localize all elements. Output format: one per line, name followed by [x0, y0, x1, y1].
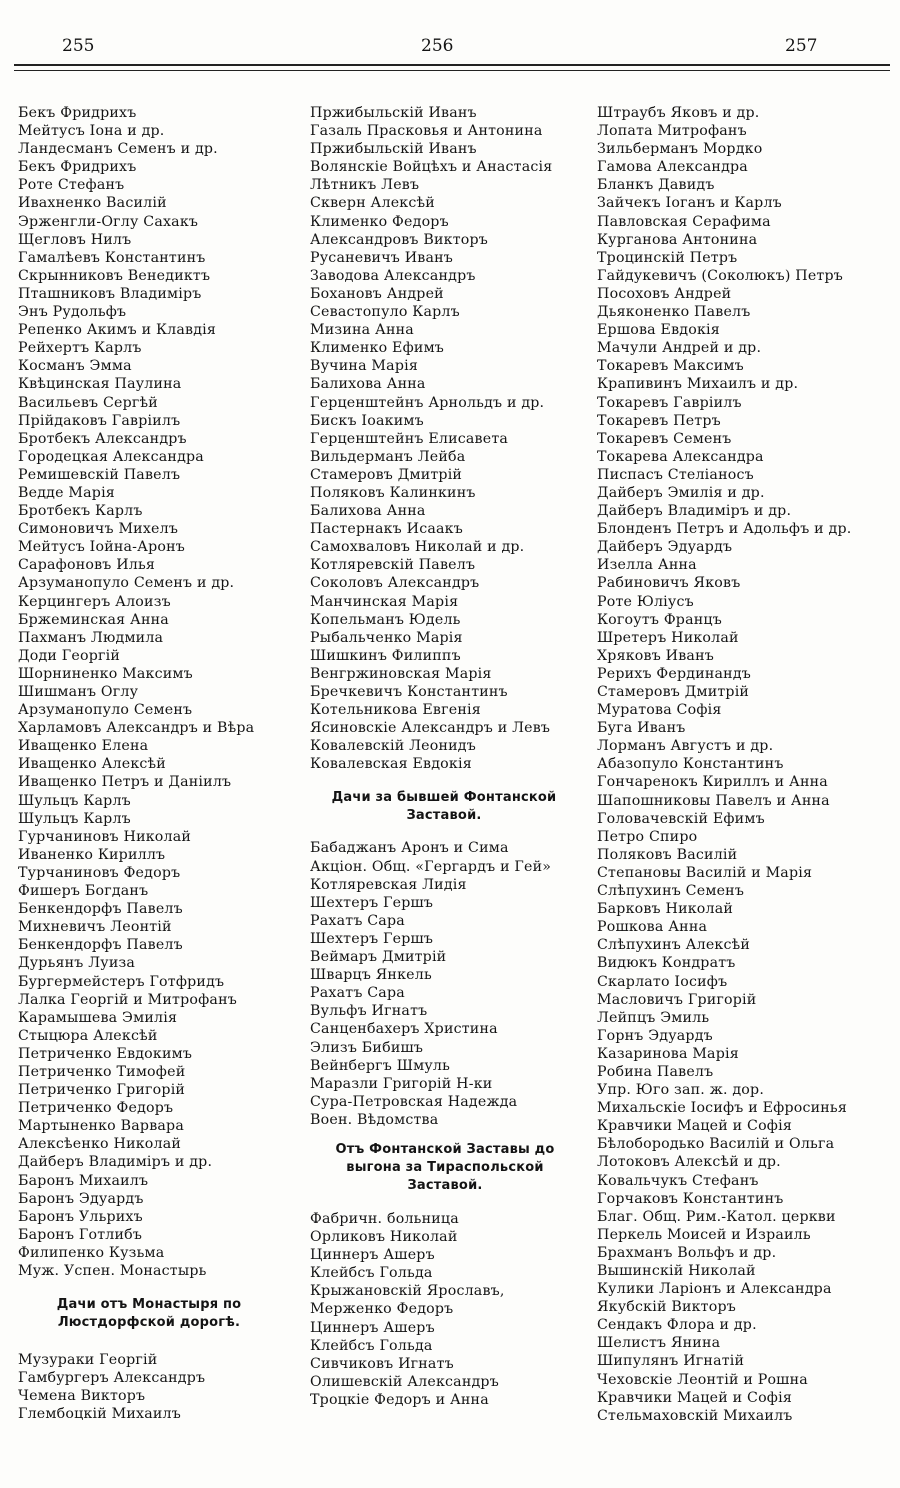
owner-entry: Дурьянъ Луиза — [18, 955, 136, 972]
owner-entry: Симоновичъ Михелъ — [18, 521, 179, 538]
owner-entry: Бохановъ Андрей — [310, 285, 444, 302]
owner-entry: Рахатъ Сара — [310, 912, 405, 929]
owner-entry: Прiйдаковъ Гаврiилъ — [18, 412, 181, 429]
owner-entry: Стыцюра Алексѣй — [18, 1027, 158, 1044]
owner-entry: Роте Юлiусъ — [597, 593, 694, 610]
owner-entry: Балихова Анна — [310, 503, 426, 520]
owner-entry: Вышинскiй Николай — [597, 1263, 756, 1279]
owner-entry: Арзуманопуло Семенъ — [18, 702, 193, 719]
section-gap — [18, 1332, 290, 1351]
owner-entry: Мейтусъ Iойна-Аронъ — [18, 539, 186, 556]
owner-entry: Токарева Александра — [597, 448, 764, 465]
owner-entry: Харламовъ Александръ и Вѣра — [18, 720, 255, 737]
owner-entry: Шехтеръ Гершъ — [310, 930, 434, 947]
owner-entry: Пахманъ Людмила — [18, 629, 164, 646]
section-gap — [18, 1280, 290, 1296]
owner-entry: Бѣлобородько Василiй и Ольга — [597, 1136, 835, 1153]
owner-entry: Клейбсъ Гольда — [310, 1265, 433, 1282]
owner-entry: Квѣцинская Паулина — [18, 376, 182, 393]
owner-entry: Ясиновскiе Александръ и Левъ — [310, 720, 551, 737]
owner-entry: Сарафоновъ Илья — [18, 557, 156, 574]
owner-entry: Бекъ Фридрихъ — [18, 159, 137, 176]
column-left — [18, 104, 290, 1423]
owner-entry: Заводова Александръ — [310, 267, 476, 284]
owner-entry: Баронъ Эдуардъ — [18, 1190, 144, 1207]
owner-entry: Васильевъ Сергѣй — [18, 394, 158, 411]
owner-entry: Петриченко Григорiй — [18, 1082, 186, 1099]
owner-entry: Гамова Александра — [597, 159, 748, 176]
owner-entry: Александровъ Викторъ — [310, 231, 489, 248]
owner-entry: Рерихъ Фердинандъ — [597, 665, 751, 682]
owner-entry: Шапошниковы Павелъ и Анна — [597, 792, 830, 809]
owner-entry: Токаревъ Петръ — [597, 412, 721, 429]
owner-entry: Токаревъ Гаврiилъ — [597, 394, 742, 411]
owner-entry: Крыжановскiй Ярославъ, — [310, 1283, 505, 1300]
section-gap — [310, 1195, 582, 1210]
owner-entry: Венгржиновская Марiя — [310, 665, 492, 682]
owner-entry: Благ. Общ. Рим.-Катол. церкви — [597, 1208, 836, 1225]
owner-entry: Пржибыльскiй Иванъ — [310, 105, 477, 121]
owner-entry: Дайберъ Эдуардъ — [597, 539, 733, 556]
owner-entry: Самохваловъ Николай и др. — [310, 539, 525, 556]
owner-entry: Бискъ Iоакимъ — [310, 412, 424, 429]
owner-entry: Чеховскiе Леонтiй и Рошна — [597, 1371, 808, 1388]
owner-entry: Рейхертъ Карлъ — [18, 340, 142, 357]
owner-entry: Котельникова Евгенiя — [310, 702, 481, 719]
owner-entry: Репенко Акимъ и Клавдiя — [18, 322, 217, 339]
owner-entry: Стамеровъ Дмитрiй — [310, 466, 463, 483]
page-number-left: 255 — [62, 36, 95, 56]
owner-entry: Стамеровъ Дмитрiй — [597, 684, 750, 700]
owner-entry: Троцкiе Федоръ и Анна — [310, 1391, 489, 1408]
owner-entry: Бржеминская Анна — [18, 611, 169, 628]
owner-entry: Мейтусъ Iона и др. — [18, 123, 165, 140]
owner-entry: Поляковъ Калинкинъ — [310, 484, 476, 501]
owner-entry: Токаревъ Семенъ — [597, 430, 732, 447]
owner-entry: Шульцъ Карлъ — [18, 792, 131, 809]
owner-entry: Котляревскiй Павелъ — [310, 557, 476, 574]
owner-entry: Глембоцкiй Михаилъ — [18, 1406, 181, 1423]
owner-entry: Посоховъ Андрей — [597, 285, 732, 302]
owner-entry: Гурчаниновъ Николай — [18, 828, 192, 845]
owner-entry: Косманъ Эмма — [18, 358, 132, 375]
owner-entry: Фабричн. больница — [310, 1210, 459, 1227]
owner-entry: Зайчекъ Iоганъ и Карлъ — [597, 195, 782, 212]
owner-entry: Курганова Антонина — [597, 231, 758, 248]
owner-entry: Михальскiе Iосифъ и Ефросинья — [597, 1100, 848, 1117]
owner-entry: Пташниковъ Владимiръ — [18, 285, 202, 302]
owner-entry: Лопата Митрофанъ — [597, 123, 747, 140]
owner-entry: Поляковъ Василiй — [597, 846, 738, 863]
owner-entry: Веймаръ Дмитрiй — [310, 949, 447, 966]
owner-entry: Штраубъ Яковъ и др. — [597, 105, 760, 121]
owner-entry: Шишкинъ Филиппъ — [310, 647, 461, 664]
owner-entry: Вейнбергъ Шмуль — [310, 1057, 451, 1074]
owner-entry: Ковалевскiй Леонидъ — [310, 738, 476, 755]
owner-entry: Иващенко Петръ и Данiилъ — [18, 774, 232, 791]
header-rule-thick — [14, 64, 890, 66]
section-gap — [310, 773, 582, 789]
owner-entry: Мерженко Федоръ — [310, 1301, 454, 1318]
owner-entry: Рыбальченко Марiя — [310, 629, 463, 646]
owner-entry: Кравчики Мацей и Софiя — [597, 1118, 793, 1135]
owner-entry: Энъ Рудольфъ — [18, 304, 127, 321]
owner-entry: Олишевскiй Александръ — [310, 1373, 499, 1390]
owner-entry: Писпасъ Стелiаносъ — [597, 466, 754, 483]
owner-entry: Русаневичъ Иванъ — [310, 249, 454, 266]
column-middle — [310, 104, 582, 1409]
owner-entry: Масловичъ Григорiй — [597, 991, 757, 1008]
owner-entry: Робина Павелъ — [597, 1063, 714, 1080]
owner-entry: Волянскiе Войцѣхъ и Анастасiя — [310, 159, 553, 176]
owner-entry: Дайберъ Владимiръ и др. — [18, 1154, 213, 1171]
owner-entry: Скарлато Iосифъ — [597, 973, 728, 990]
owner-entry: Лѣтникъ Левъ — [310, 177, 420, 194]
owner-entry: Павловская Серафима — [597, 213, 771, 230]
owner-entry: Ремишевскiй Павелъ — [18, 466, 181, 483]
owner-list — [310, 839, 582, 1129]
owner-entry: Токаревъ Максимъ — [597, 358, 744, 375]
owner-entry: Кулики Ларiонъ и Александра — [597, 1281, 832, 1298]
owner-entry: Лорманъ Августъ и др. — [597, 738, 774, 755]
owner-entry: Буга Иванъ — [597, 720, 686, 737]
owner-entry: Элизъ Бибишъ — [310, 1039, 424, 1056]
owner-entry: Иваненко Кириллъ — [18, 846, 166, 863]
owner-entry: Ковальчукъ Стефанъ — [597, 1172, 759, 1189]
owner-entry: Хряковъ Иванъ — [597, 647, 714, 664]
owner-entry: Фишеръ Богданъ — [18, 883, 149, 900]
owner-entry: Шехтеръ Гершъ — [310, 894, 434, 911]
owner-entry: Вильдерманъ Лейба — [310, 448, 466, 465]
section-gap — [310, 825, 582, 839]
owner-entry: Изелла Анна — [597, 557, 697, 574]
owner-entry: Казаринова Марiя — [597, 1045, 739, 1062]
owner-entry: Троцинскiй Петръ — [597, 249, 738, 266]
owner-entry: Муж. Успен. Монастырь — [18, 1263, 207, 1279]
owner-entry: Петриченко Федоръ — [18, 1100, 174, 1117]
owner-entry: Петро Спиро — [597, 828, 698, 845]
owner-entry: Севастопуло Карлъ — [310, 304, 460, 321]
owner-entry: Ершова Евдокiя — [597, 322, 720, 339]
owner-entry: Бротбекъ Александръ — [18, 430, 187, 447]
owner-entry: Маразли Григорiй Н-ки — [310, 1075, 493, 1092]
page-number-middle: 256 — [421, 36, 454, 56]
owner-entry: Герценштейнъ Арнольдъ и др. — [310, 394, 545, 411]
owner-entry: Упр. Юго зап. ж. дор. — [597, 1082, 765, 1099]
owner-entry: Ландесманъ Семенъ и др. — [18, 141, 218, 158]
owner-entry: Роте Стефанъ — [18, 177, 125, 194]
owner-entry: Щегловъ Нилъ — [18, 231, 132, 248]
header-rule-thin — [14, 70, 890, 71]
owner-entry: Бротбекъ Карлъ — [18, 503, 143, 520]
owner-entry: Вульфъ Игнатъ — [310, 1003, 428, 1020]
owner-entry: Гамбургеръ Александръ — [18, 1370, 206, 1387]
owner-entry: Вучина Марiя — [310, 358, 418, 375]
owner-entry: Бречкевичъ Константинъ — [310, 684, 508, 700]
owner-entry: Мачули Андрей и др. — [597, 340, 762, 357]
owner-entry: Гончаренокъ Кириллъ и Анна — [597, 774, 828, 791]
owner-entry: Горнъ Эдуардъ — [597, 1027, 713, 1044]
owner-entry: Турчаниновъ Федоръ — [18, 864, 181, 881]
owner-entry: Копельманъ Юдель — [310, 611, 461, 628]
owner-entry: Петриченко Евдокимъ — [18, 1045, 193, 1062]
owner-entry: Акцiон. Общ. «Гергардъ и Гей» — [310, 858, 552, 875]
owner-entry: Крапивинъ Михаилъ и др. — [597, 376, 799, 393]
owner-list — [597, 104, 887, 1425]
owner-entry: Бенкендорфъ Павелъ — [18, 901, 183, 918]
owner-entry: Балихова Анна — [310, 376, 426, 393]
owner-entry: Блонденъ Петръ и Адольфъ и др. — [597, 521, 852, 538]
column-right — [597, 104, 887, 1425]
owner-entry: Клименко Ефимъ — [310, 340, 445, 357]
owner-entry: Котляревская Лидiя — [310, 876, 467, 893]
owner-entry: Циннеръ Ашеръ — [310, 1247, 435, 1264]
owner-entry: Ковалевская Евдокiя — [310, 756, 472, 773]
owner-entry: Брахманъ Вольфъ и др. — [597, 1244, 777, 1261]
owner-entry: Слѣпухинъ Семенъ — [597, 883, 745, 900]
owner-entry: Петриченко Тимофей — [18, 1063, 186, 1080]
owner-entry: Баронъ Готлибъ — [18, 1226, 143, 1243]
owner-entry: Иващенко Елена — [18, 738, 149, 755]
owner-entry: Лалка Георгiй и Митрофанъ — [18, 991, 237, 1008]
owner-entry: Бургермейстеръ Готфридъ — [18, 973, 225, 990]
owner-entry: Пржибыльскiй Иванъ — [310, 141, 477, 158]
owner-entry: Эрженгли-Оглу Сахакъ — [18, 213, 199, 230]
owner-entry: Гайдукевичъ (Соколюкъ) Петръ — [597, 267, 843, 284]
section-gap — [310, 1129, 582, 1141]
section-heading-fontan-zastava: Дачи за бывшей Фонтанской Заставой. — [331, 790, 557, 824]
owner-list — [310, 104, 582, 773]
owner-entry: Рахатъ Сара — [310, 985, 405, 1002]
owner-entry: Зильберманъ Мордко — [597, 141, 763, 158]
owner-entry: Городецкая Александра — [18, 448, 204, 465]
owner-entry: Чемена Викторъ — [18, 1388, 146, 1405]
owner-entry: Головачевскiй Ефимъ — [597, 810, 765, 827]
owner-entry: Шорниненко Максимъ — [18, 665, 193, 682]
owner-entry: Ивахненко Василiй — [18, 195, 167, 212]
owner-entry: Иващенко Алексѣй — [18, 756, 166, 773]
owner-entry: Слѣпухинъ Алексѣй — [597, 937, 751, 954]
owner-entry: Лейпцъ Эмиль — [597, 1009, 710, 1026]
owner-entry: Перкель Моисей и Израиль — [597, 1226, 811, 1243]
owner-entry: Газаль Прасковья и Антонина — [310, 123, 543, 140]
owner-entry: Сура-Петровская Надежда — [310, 1093, 518, 1110]
owner-entry: Шульцъ Карлъ — [18, 810, 131, 827]
owner-entry: Рабиновичъ Яковъ — [597, 575, 741, 592]
owner-entry: Михневичъ Леонтiй — [18, 919, 172, 936]
owner-entry: Герценштейнъ Елисавета — [310, 430, 509, 447]
owner-entry: Воен. Вѣдомства — [310, 1111, 439, 1128]
owner-entry: Алексѣенко Николай — [18, 1136, 182, 1153]
owner-entry: Шишманъ Оглу — [18, 684, 139, 700]
owner-entry: Музураки Георгiй — [18, 1352, 158, 1369]
owner-entry: Скрынниковъ Венедиктъ — [18, 267, 211, 284]
owner-entry: Орликовъ Николай — [310, 1229, 458, 1246]
section-heading-tiraspol-zastava: Отъ Фонтанской Заставы до выгона за Тираспольской Заставой. — [335, 1141, 555, 1193]
owner-entry: Пастернакъ Исаакъ — [310, 521, 463, 538]
owner-entry: Шипулянъ Игнатiй — [597, 1353, 745, 1370]
section-heading-monastery: Дачи отъ Монастыря по Люстдорфской дорогѣ. — [56, 1297, 242, 1331]
owner-entry: Ведде Марiя — [18, 484, 115, 501]
page-number-right: 257 — [785, 36, 818, 56]
owner-entry: Горчаковъ Константинъ — [597, 1190, 784, 1207]
owner-entry: Скверн Алексѣй — [310, 195, 435, 212]
owner-entry: Дайберъ Эмилiя и др. — [597, 484, 765, 501]
owner-entry: Дьяконенко Павелъ — [597, 304, 751, 321]
owner-list — [18, 1351, 290, 1423]
owner-entry: Доди Георгiй — [18, 647, 121, 664]
owner-entry: Мартыненко Варвара — [18, 1118, 184, 1135]
owner-entry: Якубскiй Викторъ — [597, 1299, 736, 1316]
owner-entry: Когоутъ Францъ — [597, 611, 722, 628]
owner-entry: Мизина Анна — [310, 322, 414, 339]
owner-entry: Санценбахеръ Христина — [310, 1021, 498, 1038]
owner-entry: Шретеръ Николай — [597, 629, 739, 646]
owner-entry: Филипенко Кузьма — [18, 1244, 165, 1261]
owner-entry: Степановы Василiй и Марiя — [597, 864, 813, 881]
owner-entry: Абазопуло Константинъ — [597, 756, 784, 773]
owner-entry: Видюкъ Кондратъ — [597, 955, 736, 972]
owner-entry: Баронъ Ульрихъ — [18, 1208, 143, 1225]
owner-entry: Бенкендорфъ Павелъ — [18, 937, 183, 954]
owner-list — [18, 104, 290, 1280]
owner-entry: Гамалѣевъ Константинъ — [18, 249, 206, 266]
owner-entry: Соколовъ Александръ — [310, 575, 480, 592]
owner-entry: Бабаджанъ Аронъ и Сима — [310, 840, 509, 857]
owner-entry: Шварцъ Янкель — [310, 967, 432, 984]
owner-entry: Манчинская Марiя — [310, 593, 459, 610]
owner-entry: Шелистъ Янина — [597, 1335, 721, 1352]
owner-entry: Стельмаховскiй Михаилъ — [597, 1407, 793, 1424]
owner-entry: Кравчики Мацей и Софiя — [597, 1389, 793, 1406]
owner-entry: Муратова Софiя — [597, 702, 722, 719]
owner-list — [310, 1210, 582, 1409]
owner-entry: Дайберъ Владимiръ и др. — [597, 503, 792, 520]
owner-entry: Циннеръ Ашеръ — [310, 1319, 435, 1336]
owner-entry: Клейбсъ Гольда — [310, 1337, 433, 1354]
owner-entry: Сендакъ Флора и др. — [597, 1317, 757, 1334]
owner-entry: Арзуманопуло Семенъ и др. — [18, 575, 235, 592]
owner-entry: Клименко Федоръ — [310, 213, 449, 230]
owner-entry: Бланкъ Давидъ — [597, 177, 715, 194]
owner-entry: Сивчиковъ Игнатъ — [310, 1355, 454, 1372]
owner-entry: Керцингеръ Алоизъ — [18, 593, 171, 610]
owner-entry: Рошкова Анна — [597, 919, 708, 936]
owner-entry: Барковъ Николай — [597, 901, 734, 918]
owner-entry: Лотоковъ Алексѣй и др. — [597, 1154, 781, 1171]
owner-entry: Бекъ Фридрихъ — [18, 105, 137, 121]
owner-entry: Баронъ Михаилъ — [18, 1172, 149, 1189]
page-header — [0, 36, 900, 60]
owner-entry: Карамышева Эмилiя — [18, 1009, 178, 1026]
